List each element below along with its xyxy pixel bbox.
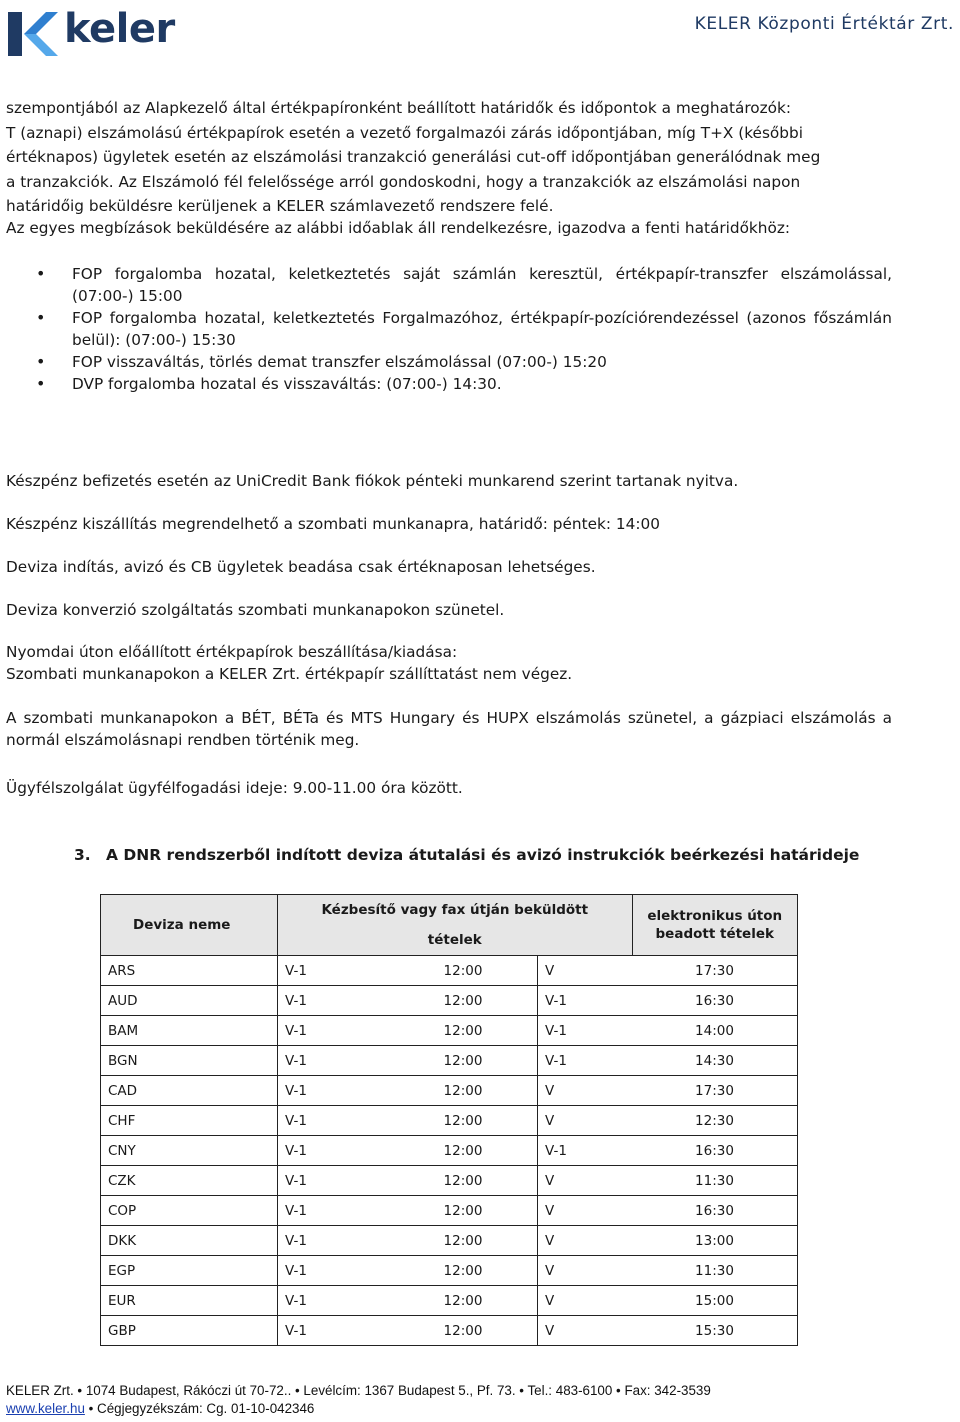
cell-courier-time: 12:00 <box>389 1136 538 1166</box>
table-row <box>101 1226 798 1256</box>
cell-electronic-time: 17:30 <box>632 956 798 986</box>
cell-currency: CZK <box>101 1166 278 1196</box>
website-link[interactable]: www.keler.hu <box>6 1401 85 1416</box>
cell-electronic-day: V <box>538 1106 633 1136</box>
table-row <box>101 956 798 986</box>
table-row <box>101 1016 798 1046</box>
cell-electronic-day: V <box>538 1196 633 1226</box>
page-header <box>0 0 960 70</box>
paragraph-fx-transfer: Deviza indítás, avizó és CB ügyletek beadása csak értéknaposan lehetséges. <box>6 558 596 576</box>
cell-electronic-time: 16:30 <box>632 1196 798 1226</box>
paragraph-fx-conversion: Deviza konverzió szolgáltatás szombati munkanapokon szünetel. <box>6 601 505 619</box>
cell-electronic-time: 16:30 <box>632 986 798 1016</box>
cell-electronic-day: V-1 <box>538 1046 633 1076</box>
paragraph-printed-securities: Nyomdai úton előállított értékpapírok beszállítása/kiadása: Szombati munkanapokon a KELER Zrt. értékpapír szállíttatást nem végez. <box>6 643 573 683</box>
cell-currency: GBP <box>101 1316 278 1346</box>
cell-courier-day: V-1 <box>278 1166 390 1196</box>
cell-currency: BAM <box>101 1016 278 1046</box>
cell-courier-time: 12:00 <box>389 1226 538 1256</box>
cell-courier-day: V-1 <box>278 1316 390 1346</box>
bullet-icon: • <box>36 374 46 393</box>
cell-courier-time: 12:00 <box>389 1106 538 1136</box>
list-item: • FOP visszaváltás, törlés demat transzfer elszámolással (07:00-) 15:20 <box>36 352 607 371</box>
paragraph-exchange-settlement: A szombati munkanapokon a BÉT, BÉTa és MTS Hungary és HUPX elszámolás szünetel, a gázpiaci elszámolás a normál elszámolásnapi rendben történik meg. <box>6 709 892 749</box>
table-header-row <box>101 895 798 956</box>
intro-line: szempontjából az Alapkezelő által értékpapíronként beállított határidők és időpontok a meghatározók: <box>6 99 792 117</box>
cell-electronic-day: V <box>538 1256 633 1286</box>
table-row <box>101 1076 798 1106</box>
cell-electronic-time: 14:00 <box>632 1016 798 1046</box>
cell-electronic-time: 15:00 <box>632 1286 798 1316</box>
cell-courier-day: V-1 <box>278 1076 390 1106</box>
cell-courier-day: V-1 <box>278 1106 390 1136</box>
cell-courier-day: V-1 <box>278 1196 390 1226</box>
cell-electronic-day: V <box>538 1226 633 1256</box>
bullet-icon: • <box>36 264 46 283</box>
paragraph-cash-deposit: Készpénz befizetés esetén az UniCredit Bank fiókok pénteki munkarend szerint tartanak nyitva. <box>6 472 739 490</box>
cell-courier-time: 12:00 <box>389 1076 538 1106</box>
cell-courier-day: V-1 <box>278 1136 390 1166</box>
cell-currency: CNY <box>101 1136 278 1166</box>
intro-line: határidőig beküldésre kerüljenek a KELER számlavezető rendszere felé. <box>6 197 554 215</box>
cell-currency: ARS <box>101 956 278 986</box>
cell-courier-day: V-1 <box>278 1016 390 1046</box>
cell-courier-time: 12:00 <box>389 1286 538 1316</box>
intro-line: Az egyes megbízások beküldésére az alábbi időablak áll rendelkezésre, igazodva a fenti határidőkhöz: <box>6 218 791 237</box>
table-row <box>101 1286 798 1316</box>
cell-electronic-day: V <box>538 1316 633 1346</box>
intro-line: T (aznapi) elszámolású értékpapírok esetén a vezető forgalmazói zárás időpontjában, míg T+X (későbbi <box>6 123 803 142</box>
cell-currency: COP <box>101 1196 278 1226</box>
cell-currency: DKK <box>101 1226 278 1256</box>
list-item: • FOP forgalomba hozatal, keletkeztetés Forgalmazóhoz, értékpapír-pozíciórendezéssel (azonos főszámlán belül): (07:00-) 15:30 <box>36 308 892 349</box>
cell-electronic-day: V-1 <box>538 1016 633 1046</box>
footer-address: KELER Zrt. • 1074 Budapest, Rákóczi út 70-72.. • Levélcím: 1367 Budapest 5., Pf. 73. • Tel.: 483-6100 • Fax: 342-3539 <box>6 1383 711 1398</box>
dnr-deadline-table <box>100 894 798 1346</box>
table-row <box>101 1166 798 1196</box>
cell-courier-time: 12:00 <box>389 1016 538 1046</box>
table-row <box>101 1256 798 1286</box>
cell-electronic-time: 16:30 <box>632 1136 798 1166</box>
cell-electronic-time: 11:30 <box>632 1256 798 1286</box>
header-currency: Deviza neme <box>101 895 278 956</box>
cell-electronic-time: 17:30 <box>632 1076 798 1106</box>
cell-currency: CHF <box>101 1106 278 1136</box>
cell-electronic-time: 12:30 <box>632 1106 798 1136</box>
section-title: A DNR rendszerből indított deviza átutalási és avizó instrukciók beérkezési határideje <box>106 846 860 864</box>
section-number: 3. <box>74 846 91 864</box>
table-row <box>101 1106 798 1136</box>
list-item: • FOP forgalomba hozatal, keletkeztetés saját számlán keresztül, értékpapír-transzfer elszámolással, (07:00-) 15:00 <box>36 264 892 305</box>
cell-currency: EGP <box>101 1256 278 1286</box>
cell-currency: AUD <box>101 986 278 1016</box>
footer-line-2 <box>6 1400 711 1418</box>
cell-courier-time: 12:00 <box>389 1256 538 1286</box>
intro-line: a tranzakciók. Az Elszámoló fél felelőssége arról gondoskodni, hogy a tranzakciók az elszámolási napon <box>6 172 801 191</box>
cell-electronic-day: V <box>538 1286 633 1316</box>
cell-courier-time: 12:00 <box>389 1046 538 1076</box>
cell-courier-time: 12:00 <box>389 1166 538 1196</box>
cell-courier-day: V-1 <box>278 1046 390 1076</box>
table-body <box>101 956 798 1346</box>
cell-electronic-time: 11:30 <box>632 1166 798 1196</box>
paragraph-cash-delivery: Készpénz kiszállítás megrendelhető a szombati munkanapra, határidő: péntek: 14:00 <box>6 515 660 533</box>
paragraph-customer-service: Ügyfélszolgálat ügyfélfogadási ideje: 9.00-11.00 óra között. <box>6 779 463 797</box>
cell-electronic-day: V <box>538 956 633 986</box>
company-name: KELER Központi Értéktár Zrt. <box>694 14 954 34</box>
cell-courier-time: 12:00 <box>389 1316 538 1346</box>
intro-text <box>6 96 892 240</box>
list-item: • DVP forgalomba hozatal és visszaváltás: (07:00-) 14:30. <box>36 374 502 393</box>
bullet-icon: • <box>36 352 46 371</box>
cell-electronic-time: 14:30 <box>632 1046 798 1076</box>
cell-electronic-day: V <box>538 1076 633 1106</box>
cell-electronic-time: 15:30 <box>632 1316 798 1346</box>
keler-k-icon <box>6 10 60 58</box>
cell-courier-day: V-1 <box>278 1226 390 1256</box>
intro-line: értéknapos) ügyletek esetén az elszámolási tranzakció generálási cut-off időpontjában generálódnak meg <box>6 148 821 166</box>
table-row <box>101 1136 798 1166</box>
cell-courier-day: V-1 <box>278 1256 390 1286</box>
cell-courier-day: V-1 <box>278 1286 390 1316</box>
cell-currency: EUR <box>101 1286 278 1316</box>
bullet-icon: • <box>36 308 46 327</box>
cell-electronic-day: V <box>538 1166 633 1196</box>
cell-courier-day: V-1 <box>278 986 390 1016</box>
table-row <box>101 986 798 1016</box>
page-footer <box>6 1382 711 1418</box>
cell-currency: CAD <box>101 1076 278 1106</box>
header-electronic: elektronikus úton beadott tételek <box>632 895 798 956</box>
cell-electronic-time: 13:00 <box>632 1226 798 1256</box>
footer-registration: • Cégjegyzékszám: Cg. 01-10-042346 <box>84 1401 315 1416</box>
table-row <box>101 1316 798 1346</box>
section-heading <box>74 846 859 864</box>
table-row <box>101 1196 798 1226</box>
cell-currency: BGN <box>101 1046 278 1076</box>
logo-wordmark: keler <box>64 6 175 52</box>
cell-courier-time: 12:00 <box>389 986 538 1016</box>
cell-electronic-day: V-1 <box>538 1136 633 1166</box>
header-courier-fax: Kézbesítő vagy fax útján beküldött tételek <box>278 895 633 956</box>
table-row <box>101 1046 798 1076</box>
keler-logo <box>6 6 175 58</box>
cell-courier-time: 12:00 <box>389 956 538 986</box>
cell-electronic-day: V-1 <box>538 986 633 1016</box>
cell-courier-time: 12:00 <box>389 1196 538 1226</box>
cell-courier-day: V-1 <box>278 956 390 986</box>
deadline-bullet-list <box>6 263 892 395</box>
